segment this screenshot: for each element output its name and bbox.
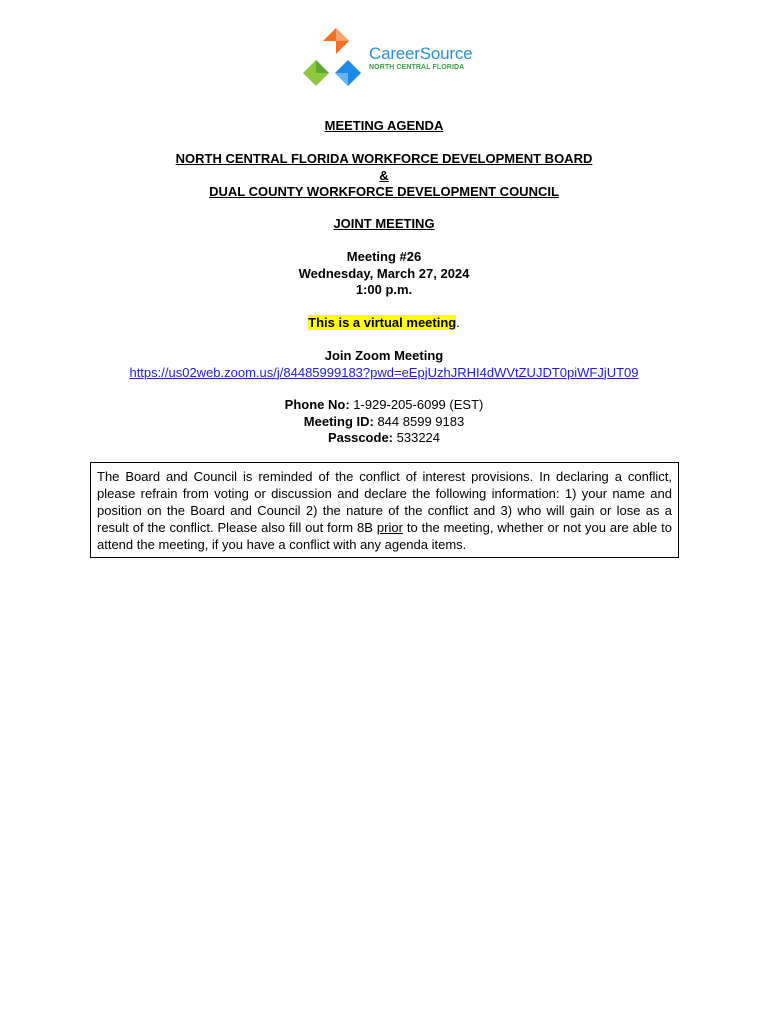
careersource-logo [302, 26, 472, 96]
passcode-label: Passcode: [327, 430, 394, 445]
ampersand: & [379, 167, 389, 183]
careersource-logo-mark [302, 26, 368, 96]
zoom-meeting-link[interactable]: https://us02web.zoom.us/j/84485999183?pwd=eEpjUzhJRHI4dWVtZUJDT0piWFJjUT09 [129, 364, 639, 380]
logo-subtitle: NORTH CENTRAL FLORIDA [369, 64, 465, 71]
agenda-title-text: MEETING AGENDA [324, 118, 444, 133]
passcode-value: 533224 [393, 430, 441, 445]
notice-text [97, 468, 672, 553]
notice-text-part2: to the meeting, whether or not you are able to attend the meeting, if you have a conflict with any agenda items. [97, 520, 672, 552]
phone-line [0, 397, 768, 414]
meeting-type-text: JOINT MEETING [333, 216, 435, 231]
agenda-title [0, 118, 768, 135]
virtual-meeting-period: . [456, 315, 460, 330]
zoom-heading: Join Zoom Meeting [324, 348, 444, 363]
phone-value: 1-929-205-6099 (EST) [349, 397, 484, 412]
virtual-meeting-note [0, 315, 768, 332]
meeting-id-label: Meeting ID: [303, 413, 374, 429]
meeting-number: Meeting #26 [346, 249, 422, 264]
phone-label: Phone No: [284, 397, 350, 412]
notice-prior-underlined: prior [376, 520, 403, 535]
organization-block [0, 151, 768, 201]
council-name: DUAL COUNTY WORKFORCE DEVELOPMENT COUNCIL [209, 184, 559, 199]
notice-text-part1: The Board and Council is reminded of the conflict of interest provisions. In declaring a conflict, please refrain from voting or discussion and declare the following information: 1) your name and position on the Board and Council 2) the nature of the conflict and 3) who will gain or lose as a result of the conflict. Please also fill out form 8B [97, 469, 672, 535]
conflict-of-interest-notice [90, 462, 679, 558]
board-name: NORTH CENTRAL FLORIDA WORKFORCE DEVELOPMENT BOARD [175, 151, 593, 166]
zoom-block [0, 348, 768, 381]
meeting-type [0, 216, 768, 233]
dial-in-details [0, 397, 768, 447]
passcode-line [0, 430, 768, 447]
meeting-date: Wednesday, March 27, 2024 [298, 265, 470, 281]
virtual-meeting-highlight: This is a virtual meeting [308, 315, 457, 330]
meeting-time: 1:00 p.m. [355, 282, 413, 297]
logo-name: CareerSource [369, 44, 473, 63]
meeting-id-line [0, 414, 768, 431]
meeting-id-value: 844 8599 9183 [373, 413, 465, 429]
meeting-details [0, 249, 768, 299]
